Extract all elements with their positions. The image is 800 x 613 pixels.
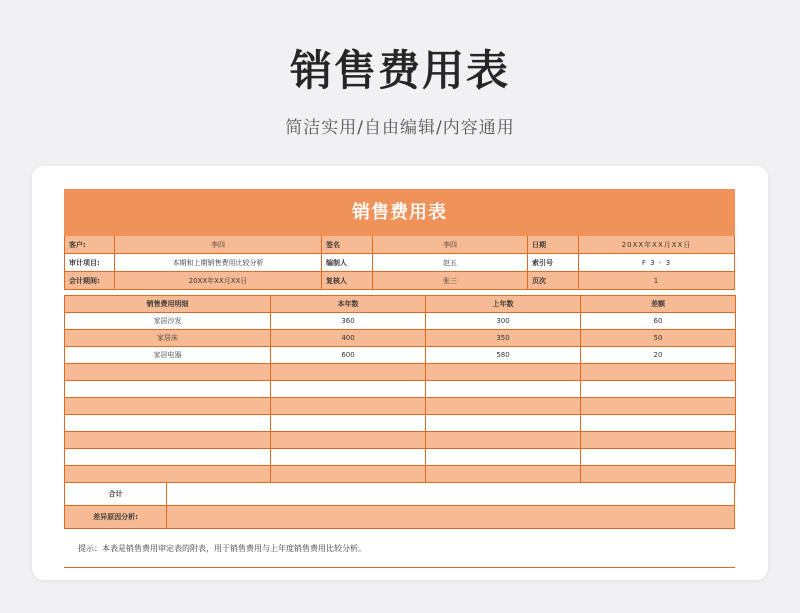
- cell-difference[interactable]: 20: [581, 347, 736, 364]
- cell-difference[interactable]: [581, 364, 736, 381]
- reviewer-value[interactable]: 张三: [373, 272, 528, 289]
- total-value[interactable]: [167, 483, 734, 505]
- table-row: [65, 347, 736, 364]
- table-row: [65, 398, 736, 415]
- cell-difference[interactable]: 50: [581, 330, 736, 347]
- expense-detail-table: [64, 295, 736, 483]
- table-header: [65, 296, 736, 313]
- cell-difference[interactable]: [581, 381, 736, 398]
- analysis-label: 差异原因分析:: [65, 506, 167, 528]
- info-row-audit: [64, 254, 735, 272]
- col-header-this-year: 本年数: [271, 296, 426, 313]
- preparer-value[interactable]: 赵五: [373, 254, 528, 271]
- cell-last-year[interactable]: [426, 381, 581, 398]
- customer-label: 客户:: [64, 236, 115, 253]
- cell-this-year[interactable]: [271, 364, 426, 381]
- cell-item[interactable]: 家居电器: [65, 347, 271, 364]
- table-row: [65, 449, 736, 466]
- preparer-label: 编制人: [322, 254, 373, 271]
- cell-this-year[interactable]: [271, 381, 426, 398]
- cell-this-year[interactable]: [271, 449, 426, 466]
- cell-difference[interactable]: [581, 415, 736, 432]
- note-row: [64, 529, 735, 568]
- cell-item[interactable]: [65, 398, 271, 415]
- period-label: 会计期间:: [64, 272, 115, 289]
- audit-item-label: 审计项目:: [64, 254, 115, 271]
- note-text: 提示：本表是销售费用审定表的附表，用于销售费用与上年度销售费用比较分析。: [78, 543, 366, 553]
- table-row: [65, 432, 736, 449]
- cell-last-year[interactable]: [426, 466, 581, 483]
- cell-last-year[interactable]: 350: [426, 330, 581, 347]
- index-label: 索引号: [528, 254, 579, 271]
- page-title: 销售费用表: [289, 46, 510, 95]
- cell-last-year[interactable]: [426, 415, 581, 432]
- analysis-row: [64, 506, 735, 529]
- col-header-difference: 差额: [581, 296, 736, 313]
- page-no-label: 页次: [528, 272, 579, 289]
- page-subtitle: 简洁实用/自由编辑/内容通用: [285, 118, 515, 138]
- table-row: [65, 415, 736, 432]
- total-row: [64, 483, 735, 506]
- table-row: [65, 313, 736, 330]
- cell-this-year[interactable]: [271, 415, 426, 432]
- cell-last-year[interactable]: [426, 398, 581, 415]
- cell-item[interactable]: 家居床: [65, 330, 271, 347]
- cell-difference[interactable]: [581, 449, 736, 466]
- index-value[interactable]: F 3 - 3: [579, 254, 735, 271]
- period-value[interactable]: 20XX年XX月XX日: [115, 272, 322, 289]
- cell-item[interactable]: [65, 432, 271, 449]
- cell-item[interactable]: [65, 381, 271, 398]
- cell-last-year[interactable]: [426, 364, 581, 381]
- signature-value[interactable]: 李四: [373, 236, 528, 253]
- info-row-period: [64, 272, 735, 290]
- reviewer-label: 复核人: [322, 272, 373, 289]
- cell-item[interactable]: 家居沙发: [65, 313, 271, 330]
- date-label: 日期: [528, 236, 579, 253]
- audit-item-value[interactable]: 本期和上期销售费用比较分析: [115, 254, 322, 271]
- cell-this-year[interactable]: [271, 432, 426, 449]
- cell-last-year[interactable]: 300: [426, 313, 581, 330]
- date-value[interactable]: 20XX年XX月XX日: [579, 236, 735, 253]
- col-header-last-year: 上年数: [426, 296, 581, 313]
- sheet-banner: 销售费用表: [64, 189, 735, 236]
- cell-this-year[interactable]: 400: [271, 330, 426, 347]
- page-no-value[interactable]: 1: [579, 272, 735, 289]
- cell-difference[interactable]: [581, 432, 736, 449]
- table-row: [65, 364, 736, 381]
- cell-this-year[interactable]: [271, 466, 426, 483]
- table-row: [65, 381, 736, 398]
- signature-label: 签名: [322, 236, 373, 253]
- cell-difference[interactable]: [581, 398, 736, 415]
- cell-difference[interactable]: [581, 466, 736, 483]
- info-row-customer: [64, 236, 735, 254]
- cell-item[interactable]: [65, 466, 271, 483]
- table-row: [65, 330, 736, 347]
- col-header-detail: 销售费用明细: [65, 296, 271, 313]
- cell-item[interactable]: [65, 415, 271, 432]
- sales-expense-sheet: [64, 189, 735, 568]
- cell-this-year[interactable]: 600: [271, 347, 426, 364]
- cell-this-year[interactable]: [271, 398, 426, 415]
- analysis-value[interactable]: [167, 506, 734, 528]
- cell-item[interactable]: [65, 364, 271, 381]
- cell-item[interactable]: [65, 449, 271, 466]
- cell-last-year[interactable]: [426, 432, 581, 449]
- table-row: [65, 466, 736, 483]
- cell-this-year[interactable]: 360: [271, 313, 426, 330]
- total-label: 合计: [65, 483, 167, 505]
- cell-difference[interactable]: 60: [581, 313, 736, 330]
- customer-value[interactable]: 李四: [115, 236, 322, 253]
- cell-last-year[interactable]: [426, 449, 581, 466]
- cell-last-year[interactable]: 580: [426, 347, 581, 364]
